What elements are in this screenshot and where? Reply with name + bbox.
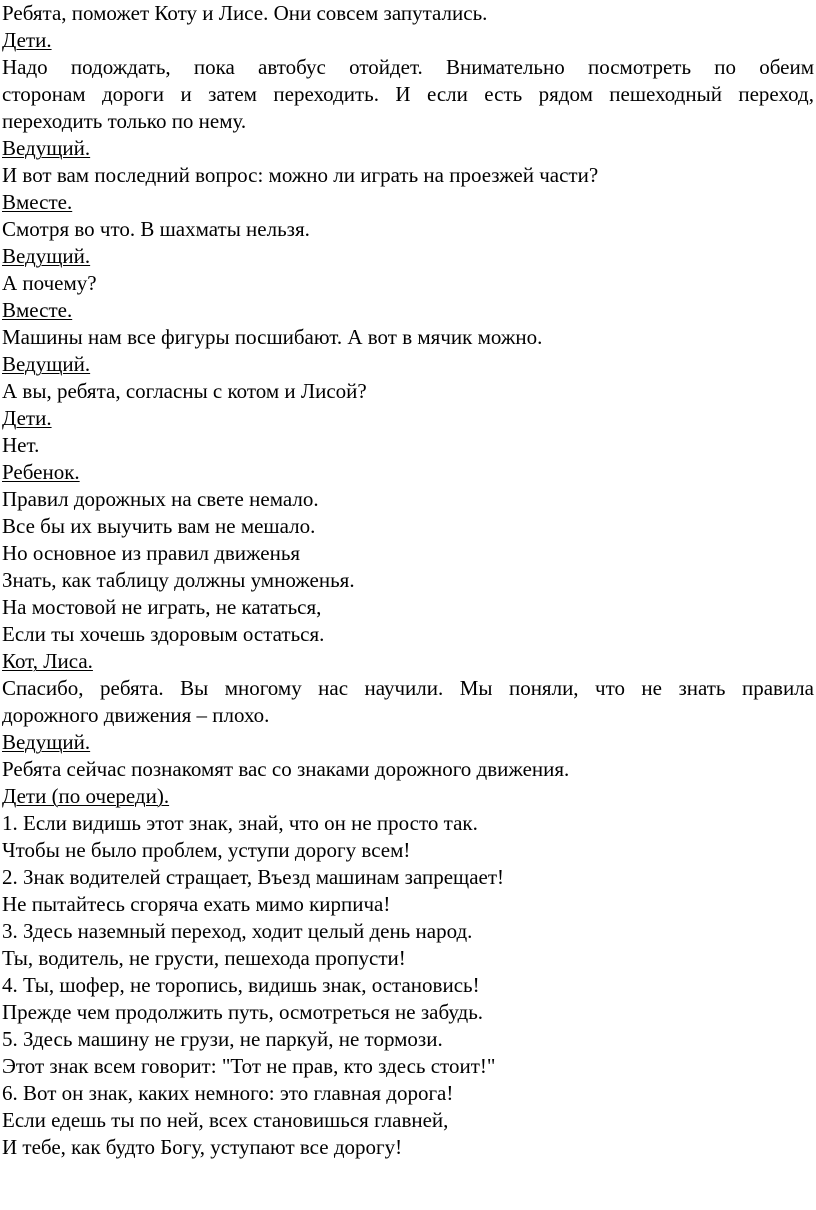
text-line: переходить только по нему.	[2, 109, 247, 133]
text-line: Все бы их выучить вам не мешало.	[2, 514, 316, 538]
text-line: А вы, ребята, согласны с котом и Лисой?	[2, 379, 367, 403]
speaker-label: Ребенок.	[2, 460, 80, 484]
speaker-label: Вместе.	[2, 190, 73, 214]
text-line: Спасибо, ребята. Вы многому нас научили. Мы поняли, что не знать правила	[2, 676, 814, 700]
text-line: 6. Вот он знак, каких немного: это главная дорога!	[2, 1081, 454, 1105]
paragraph	[2, 675, 814, 729]
text-line: Надо подождать, пока автобус отойдет. Внимательно посмотреть по обеим	[2, 55, 814, 79]
speaker-label: Дети.	[2, 28, 52, 52]
text-line: Нет.	[2, 433, 40, 457]
text-line: 5. Здесь машину не грузи, не паркуй, не тормози.	[2, 1027, 443, 1051]
speaker-label: Ведущий.	[2, 730, 91, 754]
speaker-label: Дети (по очереди).	[2, 784, 170, 808]
document-page	[2, 0, 814, 1161]
text-line: А почему?	[2, 271, 97, 295]
text-line: И тебе, как будто Богу, уступают все дорогу!	[2, 1135, 403, 1159]
text-line: Чтобы не было проблем, уступи дорогу всем!	[2, 838, 411, 862]
paragraph	[2, 54, 814, 135]
text-line: Если ты хочешь здоровым остаться.	[2, 622, 325, 646]
text-line: Но основное из правил движенья	[2, 541, 301, 565]
speaker-label: Дети.	[2, 406, 52, 430]
text-line: И вот вам последний вопрос: можно ли играть на проезжей части?	[2, 163, 599, 187]
text-line: Машины нам все фигуры посшибают. А вот в мячик можно.	[2, 325, 543, 349]
text-line: 2. Знак водителей стращает, Въезд машинам запрещает!	[2, 865, 505, 889]
text-line: Ты, водитель, не грусти, пешехода пропусти!	[2, 946, 406, 970]
text-line: Прежде чем продолжить путь, осмотреться не забудь.	[2, 1000, 484, 1024]
speaker-label: Ведущий.	[2, 352, 91, 376]
paragraph	[2, 162, 814, 189]
paragraph	[2, 270, 814, 297]
text-line: Ребята сейчас познакомят вас со знаками дорожного движения.	[2, 757, 570, 781]
text-line: 3. Здесь наземный переход, ходит целый день народ.	[2, 919, 473, 943]
text-line: сторонам дороги и затем переходить. И если есть рядом пешеходный переход,	[2, 82, 814, 106]
text-line: На мостовой не играть, не кататься,	[2, 595, 322, 619]
paragraph	[2, 810, 814, 1161]
speaker-label: Кот, Лиса.	[2, 649, 93, 673]
paragraph	[2, 0, 814, 27]
paragraph	[2, 432, 814, 459]
speaker-label: Ведущий.	[2, 136, 91, 160]
text-line: Ребята, поможет Коту и Лисе. Они совсем запутались.	[2, 1, 488, 25]
text-line: Если едешь ты по ней, всех становишься главней,	[2, 1108, 449, 1132]
speaker-label: Ведущий.	[2, 244, 91, 268]
text-line: Этот знак всем говорит: "Тот не прав, кто здесь стоит!"	[2, 1054, 496, 1078]
text-line: дорожного движения – плохо.	[2, 703, 270, 727]
text-line: Знать, как таблицу должны умноженья.	[2, 568, 355, 592]
paragraph	[2, 756, 814, 783]
paragraph	[2, 324, 814, 351]
text-line: Смотря во что. В шахматы нельзя.	[2, 217, 310, 241]
text-line: Правил дорожных на свете немало.	[2, 487, 319, 511]
text-line: 1. Если видишь этот знак, знай, что он не просто так.	[2, 811, 478, 835]
paragraph	[2, 486, 814, 648]
paragraph	[2, 378, 814, 405]
paragraph	[2, 216, 814, 243]
text-line: Не пытайтесь сгоряча ехать мимо кирпича!	[2, 892, 391, 916]
speaker-label: Вместе.	[2, 298, 73, 322]
text-line: 4. Ты, шофер, не торопись, видишь знак, остановись!	[2, 973, 480, 997]
